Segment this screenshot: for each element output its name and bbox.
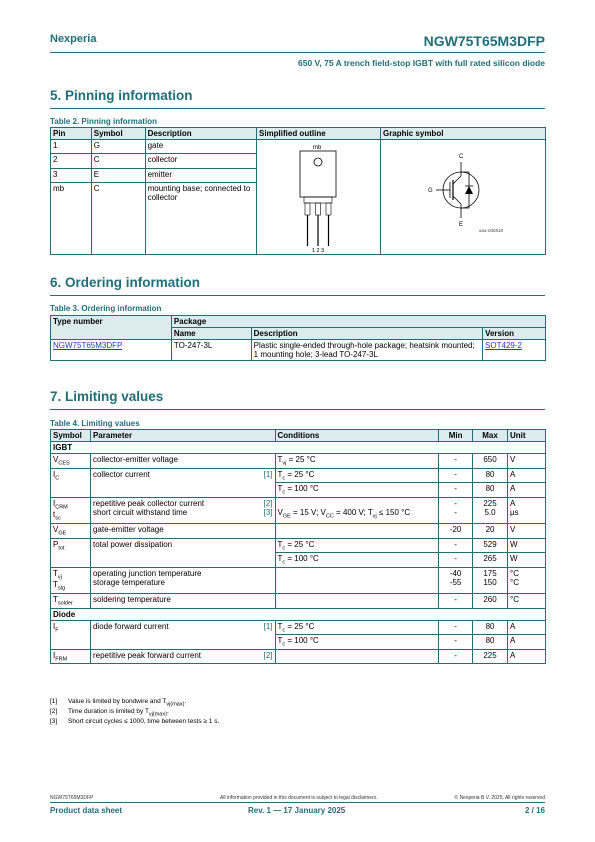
table-row: $T_c = 100$ °C - 80 A [51, 635, 546, 650]
footer-revision: Rev. 1 — 17 January 2025 [248, 806, 346, 815]
min-cell: - [439, 553, 473, 568]
col-header: Pin [51, 128, 92, 140]
unit-cell: W [508, 538, 546, 553]
section-5-rule [50, 108, 545, 109]
max-cell: 80 [473, 468, 508, 483]
min-cell: - [439, 483, 473, 498]
symbol-g-label: G [427, 188, 433, 194]
col-header: Description [251, 328, 482, 340]
footer-rule [50, 802, 545, 803]
table-cell: G [91, 140, 145, 154]
param-cell: collector current [92, 469, 150, 479]
symbol-e-label: E [458, 222, 463, 228]
param-cell: short circuit withstand time [92, 507, 188, 517]
max-cell: 225 [483, 498, 497, 508]
note-ref[interactable]: [1] [263, 621, 273, 631]
max-cell: 80 [473, 620, 508, 635]
table-row: $P_{tot}$ total power dissipation $T_c = 25$ °C - 529 W [51, 538, 546, 553]
table-row: $I_{FRM}$ repetitive peak forward current [2] - 225 A [51, 649, 546, 664]
col-header: Conditions [275, 430, 439, 442]
min-cell: - [439, 454, 473, 469]
group-igbt: IGBT [51, 442, 546, 454]
unit-cell: W [508, 553, 546, 568]
min-cell: - [454, 498, 457, 508]
table-row: $T_{solder}$ soldering temperature - 260 °C [51, 593, 546, 608]
col-header: Parameter [90, 430, 275, 442]
param-cell: operating junction temperature [92, 568, 202, 578]
min-cell: - [439, 468, 473, 483]
table-row: $V_{CES}$ collector-emitter voltage $T_{vj} = 25$ °C - 650 V [51, 454, 546, 469]
col-header: Unit [508, 430, 546, 442]
version-link[interactable]: SOT429-2 [485, 341, 522, 350]
max-cell: 650 [473, 454, 508, 469]
table-row: $T_c = 100$ °C - 265 W [51, 553, 546, 568]
pinning-table [50, 127, 546, 255]
section-6-rule [50, 295, 545, 296]
col-header: Simplified outline [256, 128, 380, 140]
max-cell: 529 [473, 538, 508, 553]
col-header: Symbol [51, 430, 91, 442]
footnote-3: [3] Short circuit cycles ≤ 1000, time between tests ≥ 1 s. [50, 718, 220, 725]
outline-pin-numbers: 1 2 3 [311, 248, 325, 252]
table-cell: 2 [51, 154, 92, 168]
unit-cell: A [508, 483, 546, 498]
unit-cell: µs [510, 507, 519, 517]
part-number: NGW75T65M3DFP [423, 33, 545, 49]
param-cell: soldering temperature [90, 593, 275, 608]
symbol-code: aaa-036518 [478, 228, 503, 233]
col-header: Graphic symbol [380, 128, 545, 140]
min-cell: - [439, 620, 473, 635]
table-cell: emitter [145, 168, 256, 182]
unit-cell: °C [510, 568, 519, 578]
note-ref[interactable]: [2] [263, 498, 273, 508]
table-cell: 3 [51, 168, 92, 182]
footer-copyright: © Nexperia B.V. 2025. All rights reserved [454, 795, 545, 801]
max-cell: 20 [473, 523, 508, 538]
note-ref[interactable]: [1] [263, 469, 273, 479]
company-name: Nexperia [50, 33, 97, 45]
col-header: Version [483, 328, 546, 340]
min-cell: - [439, 635, 473, 650]
table-cell: collector [145, 154, 256, 168]
param-cell: repetitive peak forward current [92, 650, 202, 660]
col-header: Package [171, 316, 545, 328]
min-cell: - [454, 507, 457, 517]
max-cell: 80 [473, 635, 508, 650]
col-header: Name [171, 328, 251, 340]
unit-cell: V [508, 454, 546, 469]
header-rule [50, 52, 545, 53]
max-cell: 5.0 [484, 507, 496, 517]
group-diode: Diode [51, 608, 546, 620]
footer-part: NGW75T65M3DFP [50, 795, 94, 801]
footer-disclaimer: All information provided in this document is subject to legal disclaimers. [220, 795, 378, 801]
type-number-link[interactable]: NGW75T65M3DFP [53, 341, 123, 350]
to247-outline-drawing [257, 140, 379, 252]
unit-cell: A [508, 620, 546, 635]
min-cell: - [439, 649, 473, 664]
table-cell: TO-247-3L [171, 340, 251, 361]
param-cell: gate-emitter voltage [90, 523, 275, 538]
ordering-table [50, 315, 546, 361]
outline-mb-label: mb [312, 145, 322, 151]
section-7-title: 7. Limiting values [50, 389, 164, 404]
table-cell: E [91, 168, 145, 182]
footnote-2: [2] Time duration is limited by $T_{vj(max)}$. [50, 708, 169, 718]
table-row: $I_C$ collector current [1] $T_c = 25$ °C - 80 A [51, 468, 546, 483]
table-2-caption: Table 2. Pinning information [50, 117, 157, 126]
section-6-title: 6. Ordering information [50, 275, 201, 290]
section-5-title: 5. Pinning information [50, 88, 193, 103]
max-cell: 260 [473, 593, 508, 608]
table-3-caption: Table 3. Ordering information [50, 304, 162, 313]
min-cell: -20 [439, 523, 473, 538]
min-cell: -40 [449, 568, 462, 578]
table-row: $T_c = 100$ °C - 80 A [51, 483, 546, 498]
outline-cell [256, 140, 380, 255]
param-cell: repetitive peak collector current [92, 498, 205, 508]
min-cell: -55 [449, 577, 462, 587]
unit-cell: A [510, 498, 516, 508]
table-4-caption: Table 4. Limiting values [50, 419, 140, 428]
symbol-cell [380, 140, 545, 255]
max-cell: 175 [483, 568, 497, 578]
note-ref[interactable]: [2] [263, 650, 273, 660]
table-cell: mounting base; connected to collector [145, 183, 256, 255]
unit-cell: °C [510, 577, 519, 587]
param-cell: collector-emitter voltage [90, 454, 275, 469]
col-header: Symbol [91, 128, 145, 140]
max-cell: 225 [473, 649, 508, 664]
table-cell: 1 [51, 140, 92, 154]
table-cell: C [91, 183, 145, 255]
unit-cell: A [508, 649, 546, 664]
table-row: $V_{GE}$ gate-emitter voltage -20 20 V [51, 523, 546, 538]
col-header: Description [145, 128, 256, 140]
col-header: Max [473, 430, 508, 442]
note-ref[interactable]: [3] [263, 507, 273, 517]
footnote-1: [1] Value is limited by bondwire and $T_{vj(max)}$. [50, 698, 187, 708]
footer-doctype: Product data sheet [50, 806, 123, 815]
table-row: $I_{CRM}$ $t_{sc}$ repetitive peak collector current [2] short circuit withstand time [3] $V_{GE} = 15$ V; $V_{CC} = 400$ V; $T_{vj} \le 150$ °C - - 225 5.0 A µs [51, 497, 546, 523]
param-cell: total power dissipation [90, 538, 275, 567]
table-cell: mb [51, 183, 92, 255]
unit-cell: A [508, 468, 546, 483]
min-cell: - [439, 538, 473, 553]
table-cell: C [91, 154, 145, 168]
unit-cell: V [508, 523, 546, 538]
max-cell: 80 [473, 483, 508, 498]
table-row: $T_{vj}$ $T_{stg}$ operating junction temperature storage temperature -40 -55 175 150 °C °C [51, 567, 546, 593]
unit-cell: °C [508, 593, 546, 608]
max-cell: 150 [483, 577, 497, 587]
param-cell: diode forward current [92, 621, 169, 631]
param-cell: storage temperature [92, 577, 166, 587]
col-header: Min [439, 430, 473, 442]
max-cell: 265 [473, 553, 508, 568]
table-cell: gate [145, 140, 256, 154]
table-cell: Plastic single-ended through-hole package; heatsink mounted; 1 mounting hole; 3-lead TO-247-3L [251, 340, 482, 361]
section-7-rule [50, 409, 545, 410]
col-header: Type number [51, 316, 172, 340]
document-subtitle: 650 V, 75 A trench field-stop IGBT with full rated silicon diode [297, 58, 545, 68]
symbol-c-label: C [458, 154, 464, 160]
unit-cell: A [508, 635, 546, 650]
footer-page-number: 2 / 16 [524, 806, 545, 815]
limiting-values-table [50, 429, 546, 664]
igbt-symbol-drawing [381, 140, 545, 252]
table-row: $I_F$ diode forward current [1] $T_c = 25$ °C - 80 A [51, 620, 546, 635]
min-cell: - [439, 593, 473, 608]
